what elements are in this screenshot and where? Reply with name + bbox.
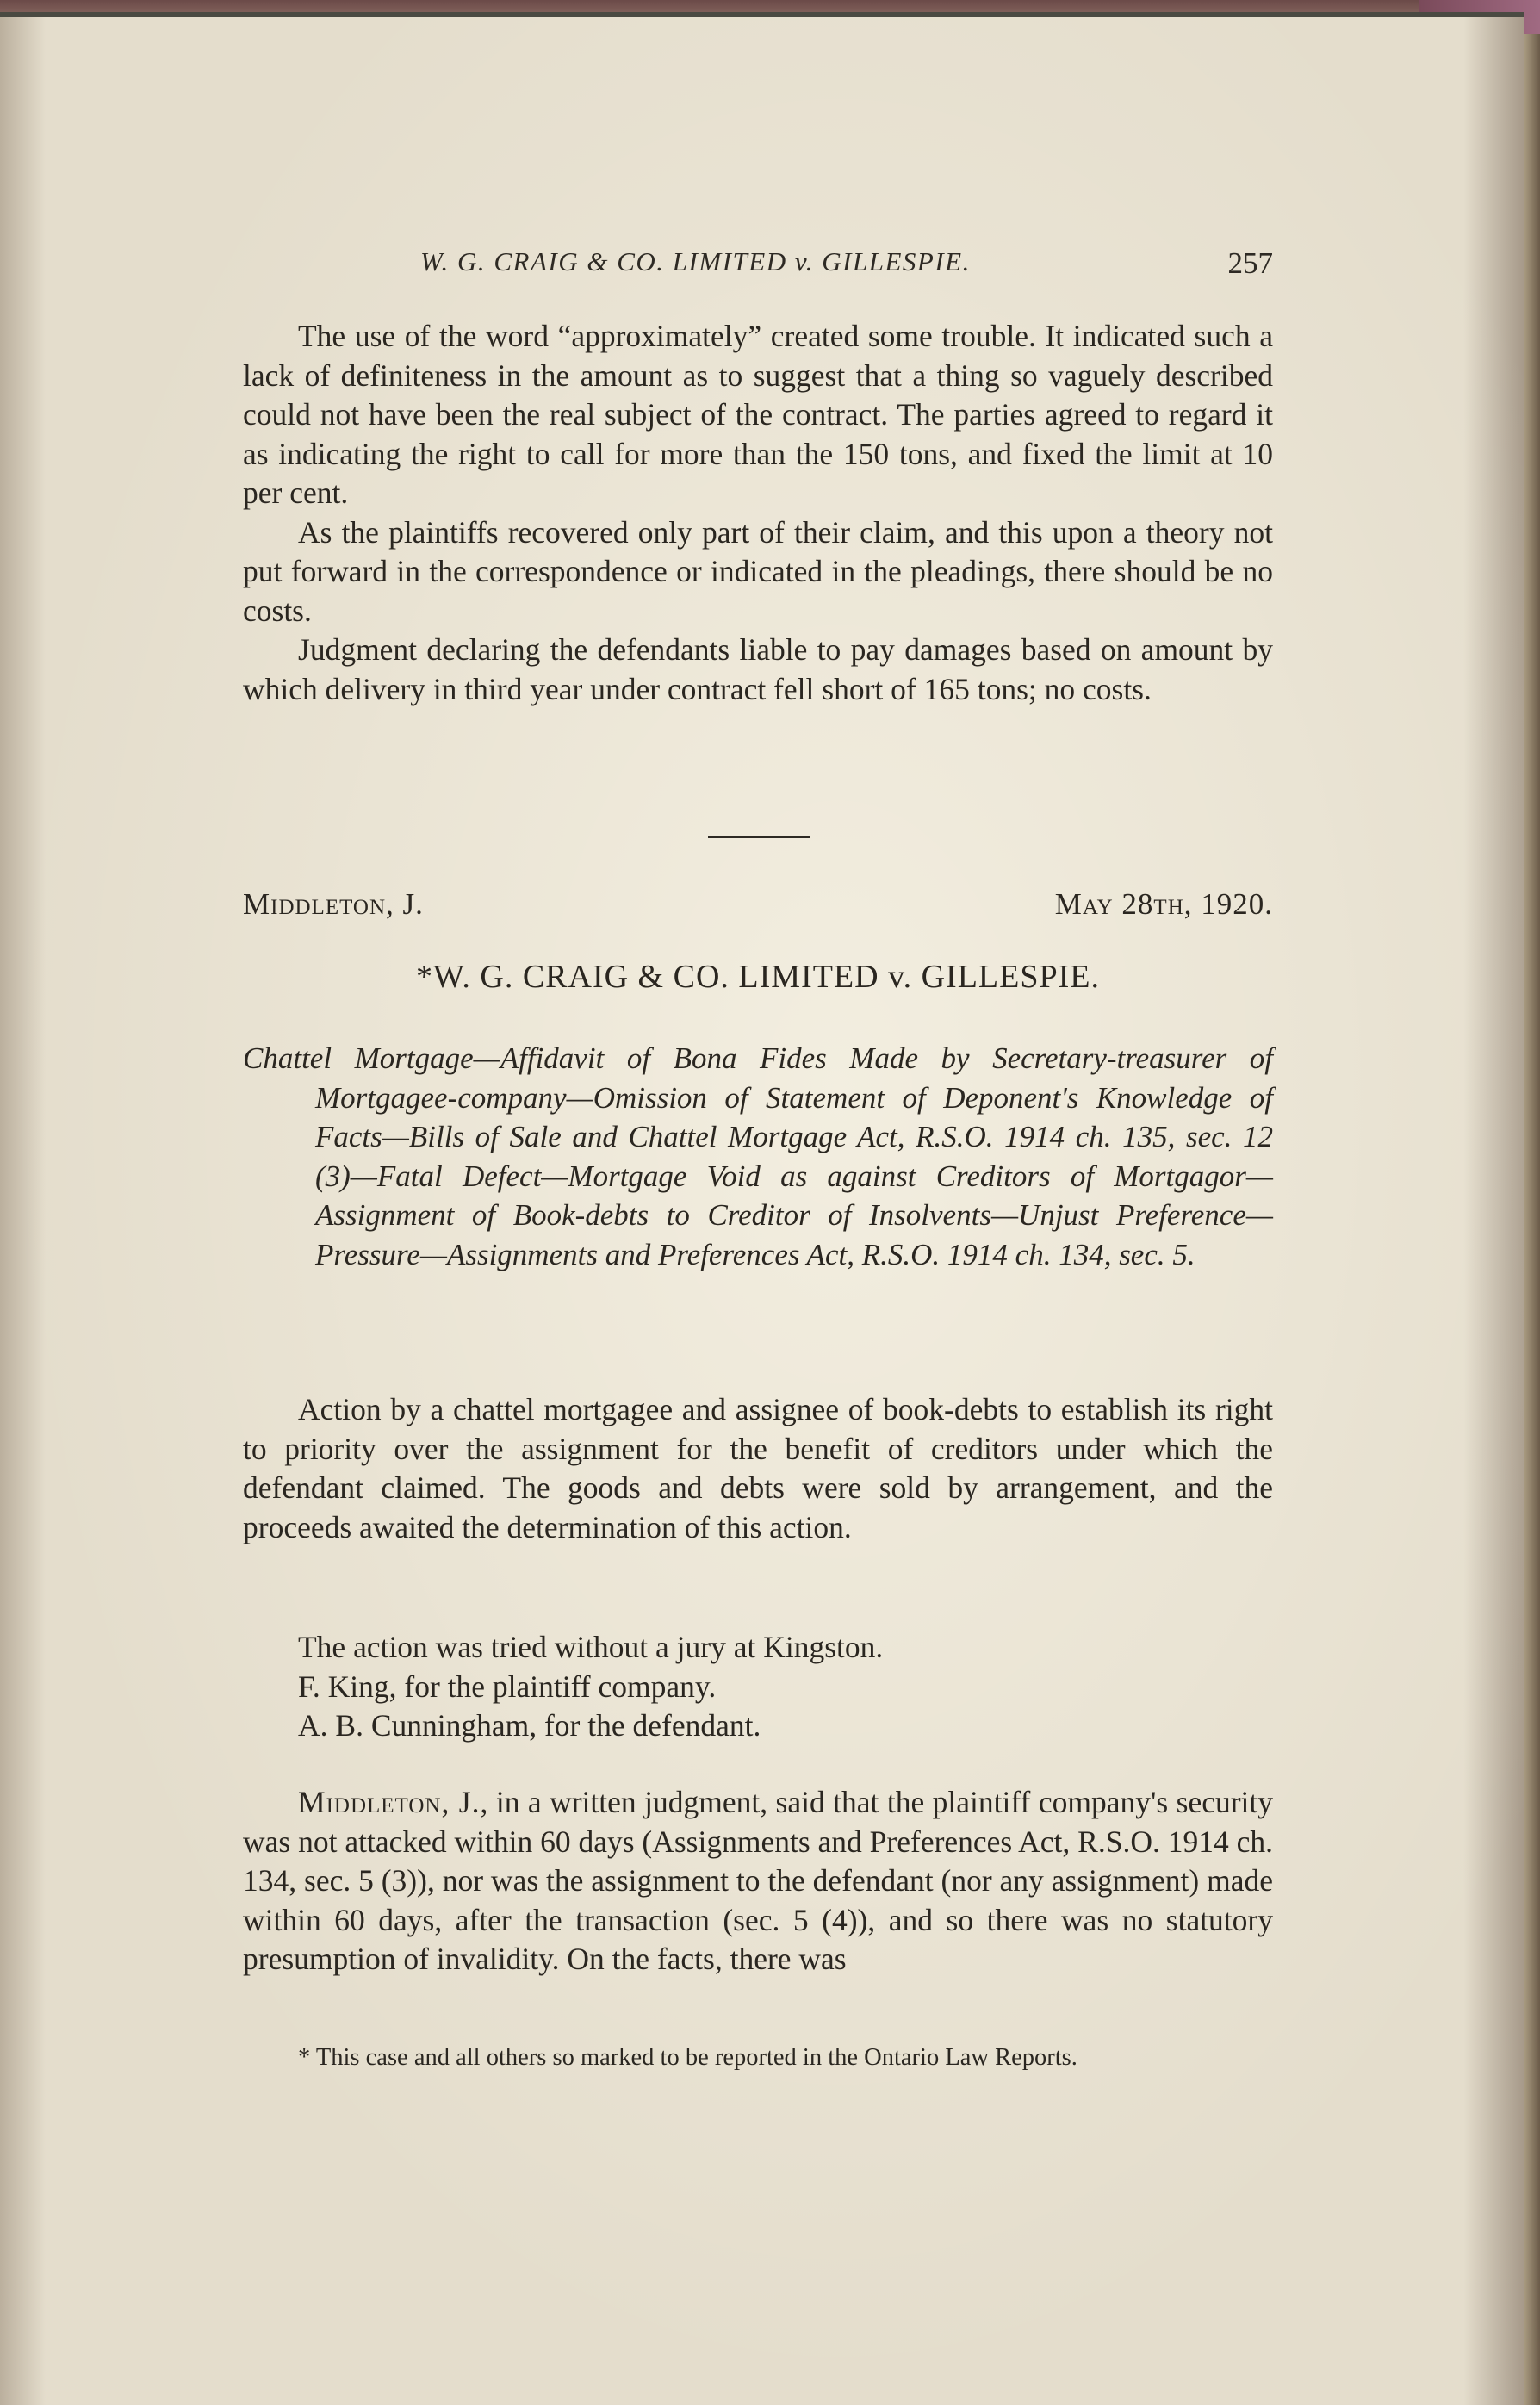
trial-venue: The action was tried without a jury at Kingston. [298,1630,884,1664]
paragraph: Judgment declaring the defendants liable to pay damages based on amount by which delivery in third year under contract fell short of 165 tons; no costs. [243,632,1273,706]
judge-name: Middleton, J. [243,887,424,921]
action-description [243,1390,1273,1547]
page-edge [1524,34,1540,2405]
previous-case-conclusion [243,317,1273,709]
paragraph: As the plaintiffs recovered only part of their claim, and this upon a theory not put forward in the correspondence or indicated in the pleadings, there should be no costs. [243,514,1273,628]
judgment-date: May 28th, 1920. [1054,887,1273,921]
case-title: *W. G. CRAIG & CO. LIMITED v. GILLESPIE. [416,959,1100,995]
footnote-text: * This case and all others so marked to be reported in the Ontario Law Reports. [298,2044,1077,2071]
judgment-text: , in a written judgment, said that the plaintiff company's security was not attacked within 60 days (Assignments and Preferences Act, R.S.O. 1914 ch. 134, sec. 5 (3)), nor was the assignment to the defendant (nor any assignment) made within 60 days, after the transaction (sec. 5 (4)), and so there was no statutory presumption of invalidity. On the facts, there was [243,1785,1273,1976]
section-divider [708,836,810,838]
running-head [174,243,1273,286]
defendant-counsel: A. B. Cunningham, for the defendant. [298,1708,761,1743]
plaintiff-counsel: F. King, for the plaintiff company. [298,1669,717,1704]
paragraph: The use of the word “approximately” created some trouble. It indicated such a lack of definiteness in the amount as to suggest that a thing so vaguely described could not have been the real subject of the contract. The parties agreed to regard it as indicating the right to call for more than the 150 tons, and fixed the limit at 10 per cent. [243,319,1273,510]
paragraph: Action by a chattel mortgagee and assignee of book-debts to establish its right to priority over the assignment for the benefit of creditors under which the defendant claimed. The goods and debts were sold by arrangement, and the proceeds awaited the determination of this action. [243,1392,1273,1544]
paragraph [243,1783,1273,1979]
judgment-body [243,1783,1273,1979]
judgment-judge-name: Middleton, J. [298,1785,481,1819]
running-title: W. G. CRAIG & CO. LIMITED v. GILLESPIE. [420,246,971,277]
footnote [243,2041,1273,2074]
headnote: Chattel Mortgage—Affidavit of Bona Fides Made by Secretary-treasurer of Mortgagee-company—Omission of Statement of Deponent's Knowledge of Facts—Bills of Sale and Chattel Mortgage Act, R.S.O. 1914 ch. 135, sec. 12 (3)—Fatal Defect—Mortgage Void as against Creditors of Mortgagor—Assignment of Book-debts to Creditor of Insolvents—Unjust Preference—Pressure—Assignments and Preferences Act, R.S.O. 1914 ch. 134, sec. 5. [243,1041,1273,1271]
trial-details [243,1628,1273,1746]
page-number: 257 [1227,246,1273,280]
